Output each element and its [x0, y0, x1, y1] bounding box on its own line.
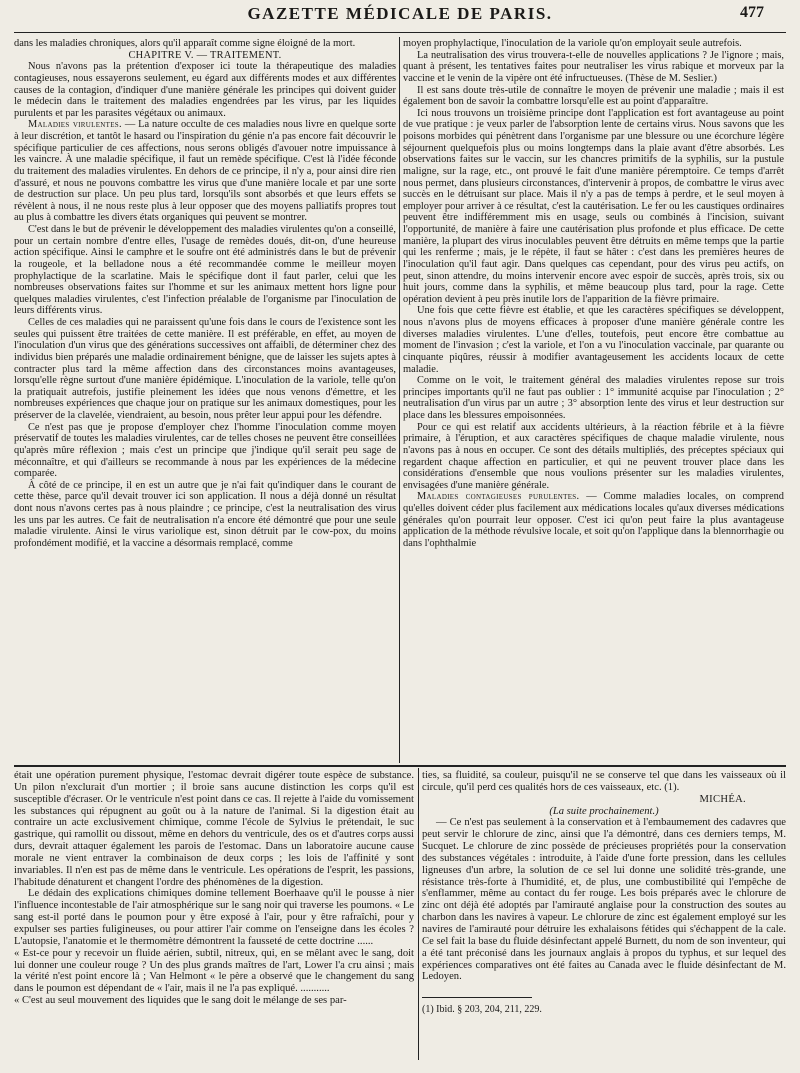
- footnote-rule: [422, 997, 532, 998]
- paragraph: La neutralisation des virus trouvera-t-elle de nouvelles applications ? Je l'ignore ; mais, quant à présent, les tentatives faites pour neutraliser les virus rabique et morveux par la vaccine et le venin de la vipère ont été infructueuses. (Thèse de M. Seslier.): [403, 49, 784, 84]
- header-rule: [14, 32, 786, 33]
- paragraph-text: — Comme maladies locales, on comprend qu'elles doivent céder plus facilement aux médications locales qu'aux diverses médications générales qu'on pourrait leur opposer. C'est ici qu'on peut faire la plus avantageuse application de la méthode révulsive locale, et soit qu'on l'applique dans la blennorrhagie ou dans l'ophthalmie: [403, 491, 784, 549]
- paragraph: Il est sans doute très-utile de connaître le moyen de prévenir une maladie ; mais il est également bon de savoir la combattre lorsqu'elle est au point d'apparaître.: [403, 84, 784, 108]
- paragraph: moyen prophylactique, l'inoculation de la variole qu'on employait seule autrefois.: [403, 38, 742, 49]
- section-heading: CHAPITRE V. — TRAITEMENT.: [128, 49, 282, 61]
- paragraph: Pour ce qui est relatif aux accidents ultérieurs, à la réaction fébrile et à la fièvre primaire, à l'éruption, et aux caractères spécifiques de chaque maladie virulente, nous n'avons pas à nous en occuper. Ce sont des détails multipliés, des préceptes spéciaux qui regardent chaque affection en particulier, et qui ne peuvent trouver place dans les considérations d'ensemble que nous voulions présenter sur les maladies virulentes, envisagées d'une manière générale.: [403, 421, 784, 491]
- running-title: GAZETTE MÉDICALE DE PARIS.: [247, 4, 553, 23]
- column-bottom-right: [422, 770, 786, 1060]
- paragraph: Celles de ces maladies qui ne paraissent qu'une fois dans le cours de l'existence sont les seules qui puissent être traitées de cette manière. Il est préférable, en effet, au moyen de l'inoculation d'un virus que des générations successives ont affaibli, de déterminer chez des individus bien préparés une maladie ordinairement bénigne, que de laisser les sujets aptes à contracter plus tard la même affection dans des circonstances moins avantageuses, lorsqu'elle règne surtout d'une manière épidémique. L'inoculation de la variole, telle qu'on la pratiquait autrefois, justifie pleinement les idées que nous venons d'émettre, et les nombreuses expériences que chaque jour on pratique sur les animaux domestiques, pour les préserver de la clavelée, viendraient, au besoin, nous prêter leur appui pour les défendre.: [14, 317, 396, 421]
- paragraph-text: — La nature occulte de ces maladies nous livre en quelque sorte à leur discrétion, et tantôt le hasard ou l'inspiration du génie n'a pas encore fait découvrir le spécifique particulier de ces affections, nous serons obligés d'avouer notre impuissance à les vaincre. À une maladie spécifique, il faut un remède spécifique. C'est là l'idée féconde du traitement des maladies virulentes. En dehors de ce principe, il n'y a, pour ainsi dire rien d'assuré, et nous ne pouvons combattre les virus que d'une manière locale et par une sorte de destruction sur place. Un peu plus tard, lorsqu'ils sont absorbés et que leurs effets se révèlent à nous, il ne nous reste plus à leur opposer que des moyens palliatifs propres tout au plus à combattre les divers états organiques qui peuvent se montrer.: [14, 119, 396, 224]
- paragraph: Une fois que cette fièvre est établie, et que les caractères spécifiques se développent, nous n'avons plus de moyens efficaces à proposer d'une manière générale contre les diverses maladies virulentes. L'une d'elles, toutefois, peut encore être combattue au moment de l'invasion ; c'est la variole, et l'on a vu l'inoculation vaccinale, par quarante ou cinquante piqûres, réussir à modifier avantageusement les accidents locaux de cette maladie.: [403, 305, 784, 375]
- paragraph: Le dédain des explications chimiques domine tellement Boerhaave qu'il le pousse à nier l'influence incontestable de l'air atmosphérique sur le sang noir qui traverse les poumons. « Le sang est-il porté dans le poumon pour y être exposé à l'air, pour y être rafraîchi, pour y expulser ses parties fuligineuses, ou pour attirer l'air comme on l'enseigne dans les écoles ? L'autopsie, l'anatomie et le thermomètre démontrent la fausseté de cette doctrine ......: [14, 888, 414, 947]
- paragraph: était une opération purement physique, l'estomac devrait digérer toute espèce de substance. Un pilon n'exclurait d'un mortier ; il broie sans aucune distinction les corps qu'il est susceptible d'écraser. Or le ventricule n'est point dans ce cas. Il rejette à l'aide du vomissement les substances qui répugnent au goût ou à la nature de l'animal. Si la digestion était au contraire un acte exclusivement chimique, comme l'école de Sylvius le prétendait, le suc gastrique, qui ramollit ou dissout, même en dehors du ventricule, des os et d'autres corps aussi durs, devrait attaquer également les parois de l'estomac. Dans un laboratoire aucune cause morale ne vient entraver la combinaison de deux corps ; les lois de l'affinité y sont invariables. Il n'en est pas de même dans le ventricule. Les opérations de l'esprit, les passions, l'habitude dénaturent et changent l'ordre des phénomènes de la digestion.: [14, 770, 414, 888]
- column-divider: [399, 37, 400, 763]
- section-rule: [14, 765, 786, 767]
- column-divider: [418, 768, 419, 1060]
- paragraph: Comme on le voit, le traitement général des maladies virulentes repose sur trois principes importants qu'il ne faut pas oublier : 1° immunité acquise par l'inoculation ; 2° neutralisation d'un virus par un autre ; 3° absorption lente des virus et leur destruction sur place dans les blessures empoisonnées.: [403, 375, 784, 421]
- paragraph: « C'est au seul mouvement des liquides que le sang doit le mélange de ses par-: [14, 995, 347, 1007]
- subsection-label: Maladies contagieuses purulentes.: [417, 491, 580, 503]
- paragraph: Ce n'est pas que je propose d'employer chez l'homme l'inoculation comme moyen préservatif de toutes les maladies virulentes, car de telles choses ne peuvent être conseillées qu'après mûre réflexion ; mais c'est un principe que j'indique qu'il serait peu sage de méconnaître, et qui d'ailleurs se recommande à nous par les expériences de la médecine comparée.: [14, 421, 396, 480]
- paragraph: [14, 119, 396, 224]
- paragraph: [403, 491, 784, 549]
- author-signature: MICHÉA.: [699, 793, 746, 805]
- paragraph: — Ce n'est pas seulement à la conservation et à l'embaumement des cadavres que peut servir le chlorure de zinc, ainsi que l'a démontré, dans ces derniers temps, M. Sucquet. Le chlorure de zinc possède de précieuses propriétés pour la conservation des substances végétales : introduite, à l'aide d'une forte pression, dans les cellules ligneuses d'un arbre, la solution de ce sel lui donne une solidité très-grande, une résistance très-forte à l'humidité, et, de plus, une combustibilité qui l'empêche de s'enflammer, même au contact du fer rouge. Les bois préparés avec le chlorure de zinc ont déjà été adoptés par l'amirauté anglaise pour la construction des soutes au charbon dans les navires à vapeur. Le chlorure de zinc est également employé sur les navires de l'amirauté pour détruire les exhalaisons fétides qui s'échappent de la cale. Ce sel fait la base du fluide désinfectant appelé Burnett, du nom de son inventeur, qui a été tant préconisé dans les journaux anglais à propos du typhus, et sur lequel des expériences comparatives ont été faites au Canada avec le fluide désinfectant de M. Ledoyen.: [422, 817, 786, 983]
- paragraph: dans les maladies chroniques, alors qu'il apparaît comme signe éloigné de la mort.: [14, 38, 356, 49]
- column-top-right: [403, 38, 784, 764]
- page-number: 477: [740, 4, 764, 21]
- subsection-label: Maladies virulentes.: [28, 119, 122, 131]
- paragraph: Nous n'avons pas la prétention d'exposer ici toute la thérapeutique des maladies contagieuses, nous essayerons seulement, eu égard aux différents modes et aux différentes causes de la contagion, d'indiquer d'une manière générale les principes qui doivent guider le médecin dans le traitement des maladies engendrées par les virus, par les liquides purulents et par les parasites végétaux ou animaux.: [14, 61, 396, 119]
- page-header: [0, 0, 800, 36]
- paragraph: « Est-ce pour y recevoir un fluide aérien, subtil, nitreux, qui, en se mêlant avec le sang, doit lui donner une couleur rouge ? Un des plus grands maîtres de l'art, Lower l'a cru ainsi ; mais la vérité n'est point encore là ; Van Helmont « le père a observé que le changement du sang dans le poumon est dépendant de « l'air, mais il ne l'a pas expliqué. ...........: [14, 947, 414, 995]
- paragraph: C'est dans le but de prévenir le développement des maladies virulentes qu'on a conseillé, pour un certain nombre d'entre elles, l'usage de remèdes doués, dit-on, d'une heureuse action spécifique. Ainsi le camphre et le soufre ont été administrés dans le but de prévenir la rougeole, et la belladone nous a été recommandée comme le meilleur moyen prophylactique de la scarlatine. Mais le spécifique dont il faut parler, celui que les nombreuses observations faites sur l'homme et sur les animaux mettent hors ligne pour quelques maladies virulentes, c'est l'infection préalable de l'organisme par l'inoculation de leurs différents virus.: [14, 224, 396, 317]
- continued-note: (La suite prochainement.): [549, 805, 659, 817]
- paragraph: À côté de ce principe, il en est un autre que je n'ai fait qu'indiquer dans le courant de cette thèse, parce qu'il devait trouver ici son application. Il nous a déjà donné un résultat dont nous n'avons certes pas à nous plaindre ; ce principe, c'est la neutralisation des virus les uns par les autres. Ce fait de neutralisation n'a encore été démontré que pour une seule maladie virulente. Ainsi le virus variolique est, sinon détruit par le cow-pox, du moins profondément modifié, et la vaccine a désormais remplacé, comme: [14, 479, 396, 549]
- column-top-left: [14, 38, 396, 764]
- paragraph: Ici nous trouvons un troisième principe dont l'application est fort avantageuse au point de vue pratique : je veux parler de l'absorption lente de certains virus. Nous savons que les poisons morbides qui pénètrent dans l'organisme par une blessure ou une écorchure légère séjournent quelquefois plus ou moins longtemps dans la plaie avant d'être absorbés. Les observations faites sur le vaccin, sur les chancres primitifs de la syphilis, sur la pustule maligne, sur la rage, etc., ont prouvé le fait d'une manière péremptoire. Ce temps d'arrêt nous permet, dans plusieurs circonstances, d'intervenir à propos, de combattre le virus avec succès en le détruisant sur place. Mais il n'y a pas de temps à perdre, et le seul moyen à employer pour arriver à ce résultat, c'est la cautérisation. Le fer ou les caustiques ordinaires peuvent être indifféremment mis en usage, seuls ou combinés à l'incision, suivant l'opportunité, de manière à faire une cautérisation plus profonde et plus efficace. De cette manière, la plupart des virus inoculables peuvent être détruits en même temps que la partie qui les renferme ; mais, je le répète, il faut se hâter : c'est dans les premières heures de l'inoculation qu'il faut agir. Dans quelques cas cependant, pour des virus peu actifs, on peut, sinon attendre, du moins intervenir encore avec espoir de succès, après trois, six ou huit jours, comme dans la syphilis, et même beaucoup plus tard, pour la rage. Cette opération devient à peu près inutile lors de l'apparition de la fièvre primaire.: [403, 107, 784, 305]
- paragraph: ties, sa fluidité, sa couleur, puisqu'il ne se conserve tel que dans les vaisseaux où il circule, qu'il perd ces qualités hors de ces vaisseaux, etc. (1).: [422, 770, 786, 793]
- column-bottom-left: [14, 770, 414, 1060]
- footnote: (1) Ibid. § 203, 204, 211, 229.: [422, 1004, 542, 1016]
